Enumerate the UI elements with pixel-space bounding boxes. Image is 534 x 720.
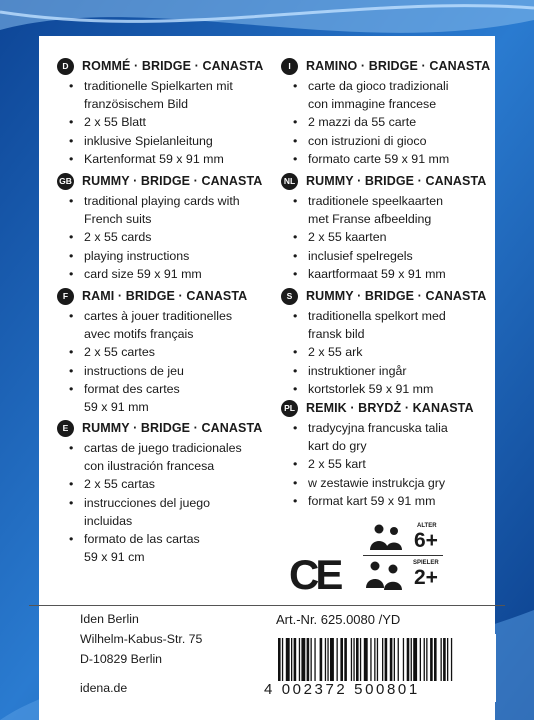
section-title: RAMINO · BRIDGE · CANASTA <box>306 59 491 73</box>
feature-list <box>281 307 491 398</box>
feature-item: 59 x 91 cm <box>84 550 145 565</box>
language-badge: GB <box>57 173 74 190</box>
feature-item: • playing instructions <box>57 247 267 265</box>
section-header <box>57 56 267 76</box>
feature-list <box>57 77 267 168</box>
feature-list <box>57 307 267 416</box>
section-title: RUMMY · BRIDGE · CANASTA <box>82 174 263 188</box>
feature-list <box>281 419 491 510</box>
feature-item: • 2 x 55 cartes <box>57 343 267 361</box>
feature-item: con immagine francese <box>308 97 437 112</box>
language-badge: S <box>281 288 298 305</box>
language-badge: D <box>57 58 74 75</box>
feature-item: 59 x 91 mm <box>84 400 149 415</box>
section-header <box>57 171 267 191</box>
feature-item: • inclusief spelregels <box>281 247 491 265</box>
company-city: D-10829 Berlin <box>80 652 163 666</box>
age-label: ALTER <box>417 523 437 529</box>
section-header <box>57 286 267 306</box>
feature-item: • cartes à jouer traditionelles <box>57 307 267 325</box>
language-badge: I <box>281 58 298 75</box>
section-header <box>281 398 491 418</box>
feature-item: • format des cartes <box>57 380 267 398</box>
feature-item: • con istruzioni di gioco <box>281 132 491 150</box>
people-age-icon <box>367 524 407 552</box>
section-header <box>281 56 491 76</box>
feature-item: • instructions de jeu <box>57 362 267 380</box>
feature-item: kart do gry <box>308 439 367 454</box>
feature-item: French suits <box>84 212 152 227</box>
feature-item: • instruktioner ingår <box>281 362 491 380</box>
feature-item: • traditionele speelkaarten <box>281 192 491 210</box>
section-title: REMIK · BRYDŻ · KANASTA <box>306 401 474 415</box>
feature-item: con ilustración francesa <box>84 459 215 474</box>
feature-item: • traditional playing cards with <box>57 192 267 210</box>
company-web: idena.de <box>80 681 128 695</box>
feature-item: incluidas <box>84 513 133 528</box>
feature-item: fransk bild <box>308 327 365 342</box>
section-s <box>281 286 491 398</box>
feature-item: • kaartformaat 59 x 91 mm <box>281 265 491 283</box>
feature-item: • 2 x 55 cards <box>57 228 267 246</box>
section-title: RUMMY · BRIDGE · CANASTA <box>306 174 487 188</box>
section-title: RUMMY · BRIDGE · CANASTA <box>306 289 487 303</box>
feature-list <box>281 77 491 168</box>
feature-item: • 2 x 55 Blatt <box>57 113 267 131</box>
feature-item: • tradycyjna francuska talia <box>281 419 491 437</box>
section-i <box>281 56 491 168</box>
feature-item: • 2 x 55 kart <box>281 455 491 473</box>
feature-item: • card size 59 x 91 mm <box>57 265 267 283</box>
feature-item: • format kart 59 x 91 mm <box>281 492 491 510</box>
section-d <box>57 56 267 168</box>
players-value: 2+ <box>414 566 438 589</box>
footer-divider <box>29 605 505 606</box>
feature-item: • w zestawie instrukcja gry <box>281 474 491 492</box>
language-badge: E <box>57 420 74 437</box>
age-value: 6+ <box>414 529 438 552</box>
feature-list <box>57 439 267 566</box>
section-e <box>57 418 267 566</box>
ce-mark: CE <box>289 551 340 598</box>
age-divider <box>363 555 443 556</box>
section-pl <box>281 398 491 510</box>
section-gb <box>57 171 267 283</box>
feature-item: met Franse afbeelding <box>308 212 432 227</box>
feature-item: • traditionelle Spielkarten mit <box>57 77 267 95</box>
barcode-digits: 4 002372 500801 <box>264 681 496 698</box>
feature-item: • 2 mazzi da 55 carte <box>281 113 491 131</box>
section-title: ROMMÉ · BRIDGE · CANASTA <box>82 59 264 73</box>
feature-item: • 2 x 55 kaarten <box>281 228 491 246</box>
section-title: RUMMY · BRIDGE · CANASTA <box>82 421 263 435</box>
players-label: SPIELER <box>413 560 439 566</box>
article-number: Art.-Nr. 625.0080 /YD <box>276 612 401 627</box>
language-badge: NL <box>281 173 298 190</box>
feature-item: • cartas de juego tradicionales <box>57 439 267 457</box>
feature-item: • Kartenformat 59 x 91 mm <box>57 150 267 168</box>
section-header <box>57 418 267 438</box>
feature-item: • formato carte 59 x 91 mm <box>281 150 491 168</box>
feature-list <box>57 192 267 283</box>
age-players-box <box>361 522 443 594</box>
feature-item: • inklusive Spielanleitung <box>57 132 267 150</box>
company-name: Iden Berlin <box>80 612 139 626</box>
feature-item: • traditionella spelkort med <box>281 307 491 325</box>
feature-item: • formato de las cartas <box>57 530 267 548</box>
section-nl <box>281 171 491 283</box>
feature-item: • instrucciones del juego <box>57 494 267 512</box>
section-title: RAMI · BRIDGE · CANASTA <box>82 289 248 303</box>
feature-item: • 2 x 55 cartas <box>57 475 267 493</box>
feature-item: • kortstorlek 59 x 91 mm <box>281 380 491 398</box>
language-badge: F <box>57 288 74 305</box>
section-header <box>281 286 491 306</box>
section-header <box>281 171 491 191</box>
feature-list <box>281 192 491 283</box>
feature-item: • 2 x 55 ark <box>281 343 491 361</box>
company-street: Wilhelm-Kabus-Str. 75 <box>80 632 203 646</box>
feature-item: avec motifs français <box>84 327 194 342</box>
feature-item: französischem Bild <box>84 97 188 112</box>
feature-item: • carte da gioco tradizionali <box>281 77 491 95</box>
people-players-icon <box>363 560 407 590</box>
section-f <box>57 286 267 416</box>
language-badge: PL <box>281 400 298 417</box>
